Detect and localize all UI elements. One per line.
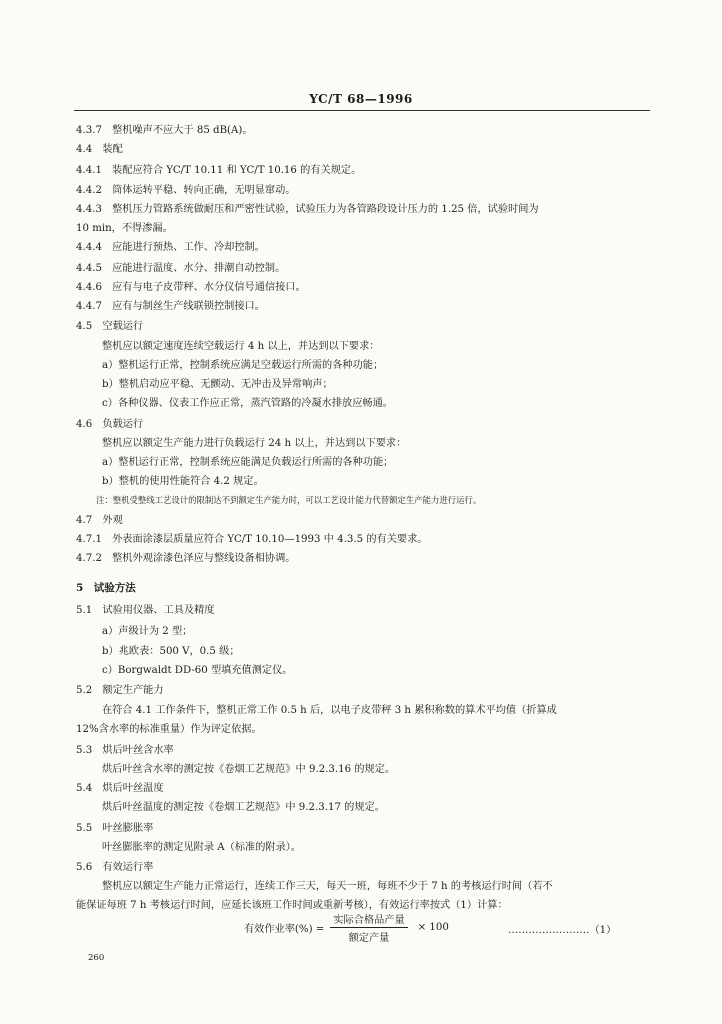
formula-numerator: 实际合格品产量 xyxy=(330,911,407,928)
note-4-6: 注：整机受整线工艺设计的限制达不到额定生产能力时，可以工艺设计能力代替额定生产能力进行运行。 xyxy=(96,495,482,505)
clause-5-5: 5.5 叶丝膨胀率 xyxy=(76,823,154,834)
formula-1 xyxy=(244,912,449,942)
clause-5-6: 5.6 有效运行率 xyxy=(76,862,154,873)
clause-4-4: 4.4 装配 xyxy=(76,144,123,155)
clause-5-2: 5.2 额定生产能力 xyxy=(76,685,164,696)
item-5-1-a: a）声级计为 2 型； xyxy=(102,626,193,637)
clause-5-1: 5.1 试验用仪器、工具及精度 xyxy=(76,605,215,616)
para-5-5: 叶丝膨胀率的测定见附录 A（标准的附录）。 xyxy=(102,842,302,853)
para-4-6: 整机应以额定生产能力进行负载运行 24 h 以上，并达到以下要求： xyxy=(102,438,407,449)
clause-4-4-1: 4.4.1 装配应符合 YC/T 10.11 和 YC/T 10.16 的有关规定。 xyxy=(76,165,362,176)
item-5-1-b: b）兆欧表：500 V，0.5 级； xyxy=(102,646,240,657)
clause-4-4-3-cont: 10 min，不得渗漏。 xyxy=(76,223,173,234)
clause-4-4-3: 4.4.3 整机压力管路系统做耐压和严密性试验，试验压力为各管路段设计压力的 1.25 倍，试验时间为 xyxy=(76,204,539,215)
section-5-heading: 5 试验方法 xyxy=(76,582,136,594)
para-5-2: 在符合 4.1 工作条件下，整机正常工作 0.5 h 后，以电子皮带秤 3 h 累积称数的算术平均值（折算成 xyxy=(102,705,557,716)
page-header: YC/T 68—1996 xyxy=(309,92,413,106)
clause-4-7-1: 4.7.1 外表面涂漆层质量应符合 YC/T 10.10—1993 中 4.3.5 的有关要求。 xyxy=(76,534,428,545)
header-rule xyxy=(74,110,650,111)
item-4-5-b: b）整机启动应平稳、无颤动、无冲击及异常响声； xyxy=(102,379,333,390)
item-4-5-a: a）整机运行正常，控制系统应满足空载运行所需的各种功能； xyxy=(102,360,384,371)
clause-4-4-2: 4.4.2 筒体运转平稳、转向正确，无明显窜动。 xyxy=(76,185,296,196)
clause-4-4-6: 4.4.6 应有与电子皮带秤、水分仪信号通信接口。 xyxy=(76,282,306,293)
para-5-6: 整机应以额定生产能力正常运行，连续工作三天，每天一班，每班不少于 7 h 的考核运行时间（若不 xyxy=(102,881,553,892)
formula-multiplier: × 100 xyxy=(417,921,449,933)
formula-denominator: 额定产量 xyxy=(348,932,390,944)
formula-fraction xyxy=(330,911,407,944)
item-4-5-c: c）各种仪器、仪表工作应正常，蒸汽管路的冷凝水排放应畅通。 xyxy=(102,398,393,409)
clause-4-7-2: 4.7.2 整机外观涂漆色泽应与整线设备相协调。 xyxy=(76,553,296,564)
para-4-5: 整机应以额定速度连续空载运行 4 h 以上，并达到以下要求： xyxy=(102,341,380,352)
page-number: 260 xyxy=(88,953,105,963)
item-4-6-a: a）整机运行正常，控制系统应能满足负载运行所需的各种功能； xyxy=(102,457,394,468)
item-4-6-b: b）整机的使用性能符合 4.2 规定。 xyxy=(102,476,264,487)
clause-4-6: 4.6 负载运行 xyxy=(76,419,144,430)
para-5-6-cont: 能保证每班 7 h 考核运行时间，应延长该班工作时间或重新考核），有效运行率按式（1）计算： xyxy=(76,900,508,911)
clause-5-3: 5.3 烘后叶丝含水率 xyxy=(76,745,174,756)
para-5-4: 烘后叶丝温度的测定按《卷烟工艺规范》中 9.2.3.17 的规定。 xyxy=(102,802,385,813)
formula-lhs: 有效作业率(%) = xyxy=(244,923,325,935)
equation-number: ……………………（1） xyxy=(508,925,617,936)
clause-4-4-5: 4.4.5 应能进行温度、水分、排潮自动控制。 xyxy=(76,263,286,274)
item-5-1-c: c）Borgwaldt DD-60 型填充值测定仪。 xyxy=(102,665,293,676)
clause-4-7: 4.7 外观 xyxy=(76,515,123,526)
para-5-3: 烘后叶丝含水率的测定按《卷烟工艺规范》中 9.2.3.16 的规定。 xyxy=(102,764,396,775)
clause-4-5: 4.5 空载运行 xyxy=(76,321,144,332)
clause-5-4: 5.4 烘后叶丝温度 xyxy=(76,783,164,794)
clause-4-4-4: 4.4.4 应能进行预热、工作、冷却控制。 xyxy=(76,242,265,253)
clause-4-4-7: 4.4.7 应有与制丝生产线联锁控制接口。 xyxy=(76,301,265,312)
clause-4-3-7: 4.3.7 整机噪声不应大于 85 dB(A)。 xyxy=(76,125,253,136)
para-5-2-cont: 12%含水率的标准重量）作为评定依据。 xyxy=(76,724,262,735)
